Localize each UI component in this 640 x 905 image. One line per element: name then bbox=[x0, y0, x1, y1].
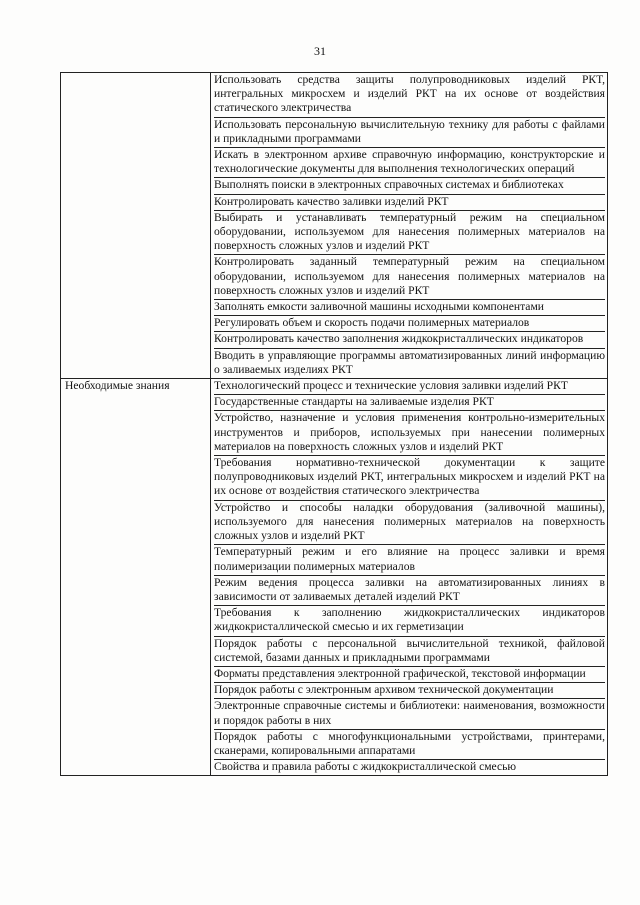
section-label bbox=[61, 73, 211, 379]
list-item: Свойства и правила работы с жидкокристаллической смесью bbox=[214, 760, 517, 774]
list-item: Устройство и способы наладки оборудования (заливочной машины), используемого для нанесения полимерных материалов на поверхность сложных узлов и изделий РКТ bbox=[214, 501, 605, 546]
list-item: Государственные стандарты на заливаемые изделия РКТ bbox=[214, 395, 605, 411]
section-items bbox=[211, 379, 608, 776]
section-label: Необходимые знания bbox=[61, 379, 211, 776]
list-item: Порядок работы с многофункциональными устройствами, принтерами, сканерами, копировальными аппаратами bbox=[214, 730, 605, 760]
list-item: Искать в электронном архиве справочную информацию, конструкторские и технологические документы для выполнения технологических операций bbox=[214, 148, 605, 178]
list-item: Порядок работы с персональной вычислительной техникой, файловой системой, базами данных и прикладными программами bbox=[214, 637, 605, 667]
list-item: Контролировать качество заполнения жидкокристаллических индикаторов bbox=[214, 332, 605, 348]
list-item: Режим ведения процесса заливки на автоматизированных линиях в зависимости от заливаемых деталей изделий РКТ bbox=[214, 576, 605, 606]
requirements-table bbox=[60, 72, 608, 776]
page-number: 31 bbox=[314, 44, 326, 58]
section-items bbox=[211, 73, 608, 379]
list-item: Использовать персональную вычислительную технику для работы с файлами и прикладными программами bbox=[214, 118, 605, 148]
list-item: Температурный режим и его влияние на процесс заливки и время полимеризации полимерных материалов bbox=[214, 545, 605, 575]
list-item: Электронные справочные системы и библиотеки: наименования, возможности и порядок работы в них bbox=[214, 699, 605, 729]
list-item: Требования к заполнению жидкокристаллических индикаторов жидкокристаллической смесью и их герметизации bbox=[214, 606, 605, 636]
list-item: Регулировать объем и скорость подачи полимерных материалов bbox=[214, 316, 605, 332]
list-item: Требования нормативно-технической документации к защите полупроводниковых изделий РКТ, интегральных микросхем и изделий РКТ на их основе от воздействия статического электричества bbox=[214, 456, 605, 501]
list-item: Контролировать заданный температурный режим на специальном оборудовании, используемом для нанесения полимерных материалов на поверхность сложных узлов и изделий РКТ bbox=[214, 255, 605, 300]
list-item: Форматы представления электронной графической, текстовой информации bbox=[214, 667, 605, 683]
list-item: Порядок работы с электронным архивом технической документации bbox=[214, 683, 605, 699]
list-item: Устройство, назначение и условия применения контрольно-измерительных инструментов и приборов, используемых при нанесении полимерных материалов на поверхность сложных узлов и изделий РКТ bbox=[214, 411, 605, 456]
list-item: Выбирать и устанавливать температурный режим на специальном оборудовании, используемом для нанесения полимерных материалов на поверхность сложных узлов и изделий РКТ bbox=[214, 211, 605, 256]
list-item: Использовать средства защиты полупроводниковых изделий РКТ, интегральных микросхем и изделий РКТ на их основе от воздействия статического электричества bbox=[214, 73, 605, 118]
table-row-knowledge bbox=[61, 379, 608, 776]
list-item: Технологический процесс и технические условия заливки изделий РКТ bbox=[214, 379, 605, 395]
list-item: Выполнять поиски в электронных справочных системах и библиотеках bbox=[214, 178, 605, 194]
list-item: Вводить в управляющие программы автоматизированных линий информацию о заливаемых изделиях РКТ bbox=[214, 348, 605, 376]
list-item: Заполнять емкости заливочной машины исходными компонентами bbox=[214, 300, 605, 316]
table-row-skills bbox=[61, 73, 608, 379]
list-item: Контролировать качество заливки изделий РКТ bbox=[214, 195, 605, 211]
